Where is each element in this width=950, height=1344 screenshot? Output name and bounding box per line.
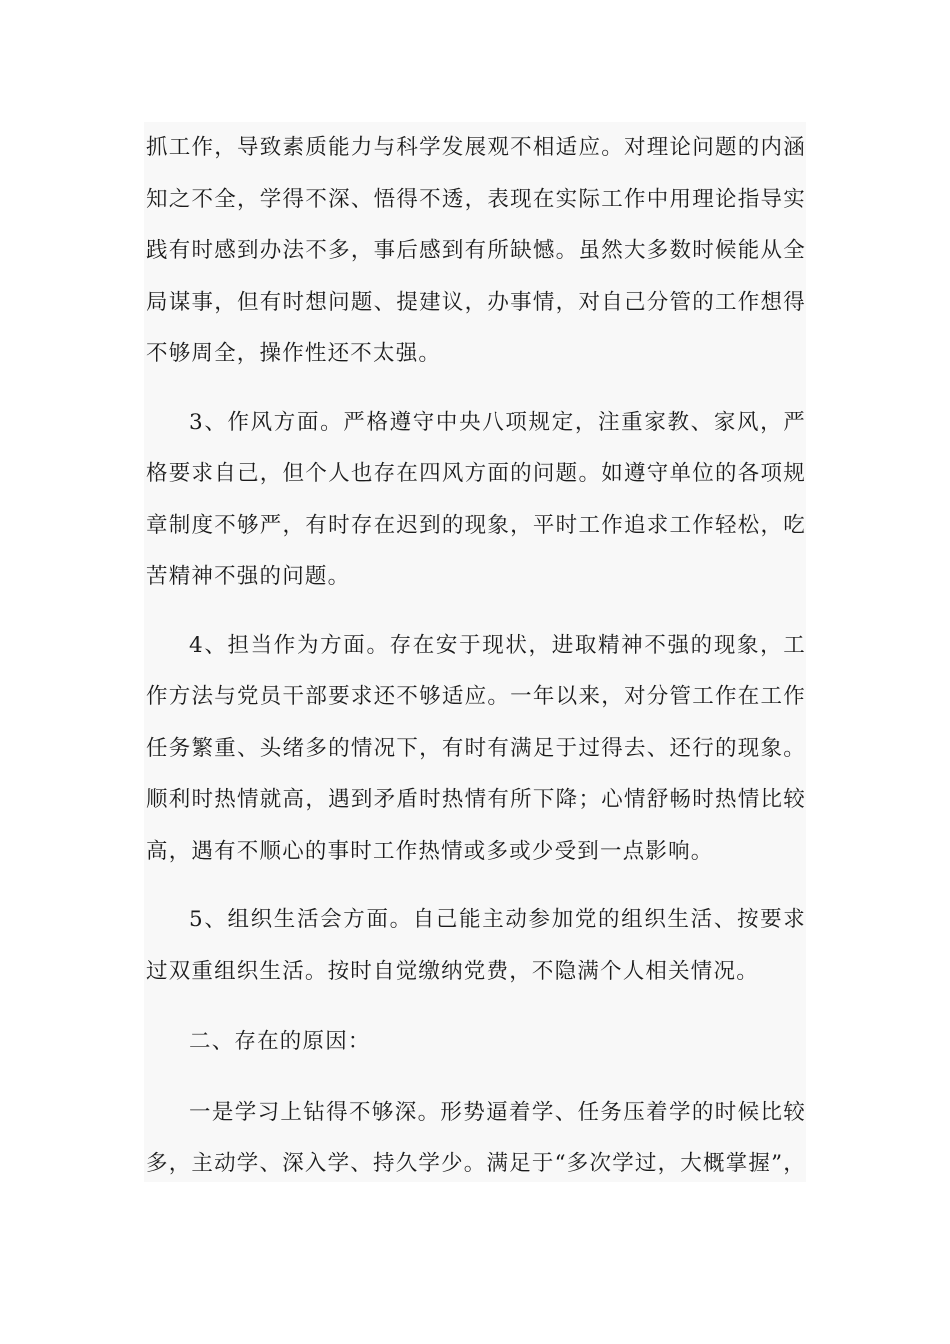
section-heading-causes: 二、存在的原因：: [189, 1029, 371, 1054]
paragraph-cause-study: 一是学习上钻得不够深。形势逼着学、任务压着学的时候比较多，主动学、深入学、持久学少。满足于“多次学过，大概掌握”，: [146, 1099, 806, 1176]
paragraph-continuation: 抓工作，导致素质能力与科学发展观不相适应。对理论问题的内涵知之不全，学得不深、悟得不透，表现在实际工作中用理论指导实践有时感到办法不多，事后感到有所缺憾。虽然大多数时候能从全局谋事，但有时想问题、提建议，办事情，对自己分管的工作想得不够周全，操作性还不太强。: [146, 135, 806, 366]
document-body: [146, 122, 806, 1190]
paragraph-responsibility: 4、担当作为方面。存在安于现状，进取精神不强的现象，工作方法与党员干部要求还不够适应。一年以来，对分管工作在工作任务繁重、头绪多的情况下，有时有满足于过得去、还行的现象。顺利时热情就高，遇到矛盾时热情有所下降；心情舒畅时热情比较高，遇有不顺心的事时工作热情或多或少受到一点影响。: [146, 632, 806, 864]
paragraph-organization-life: 5、组织生活会方面。自己能主动参加党的组织生活、按要求过双重组织生活。按时自觉缴纳党费，不隐满个人相关情况。: [146, 907, 806, 984]
paragraph-work-style: 3、作风方面。严格遵守中央八项规定，注重家教、家风，严格要求自己，但个人也存在四风方面的问题。如遵守单位的各项规章制度不够严，有时存在迟到的现象，平时工作追求工作轻松，吃苦精神不强的问题。: [146, 409, 806, 589]
